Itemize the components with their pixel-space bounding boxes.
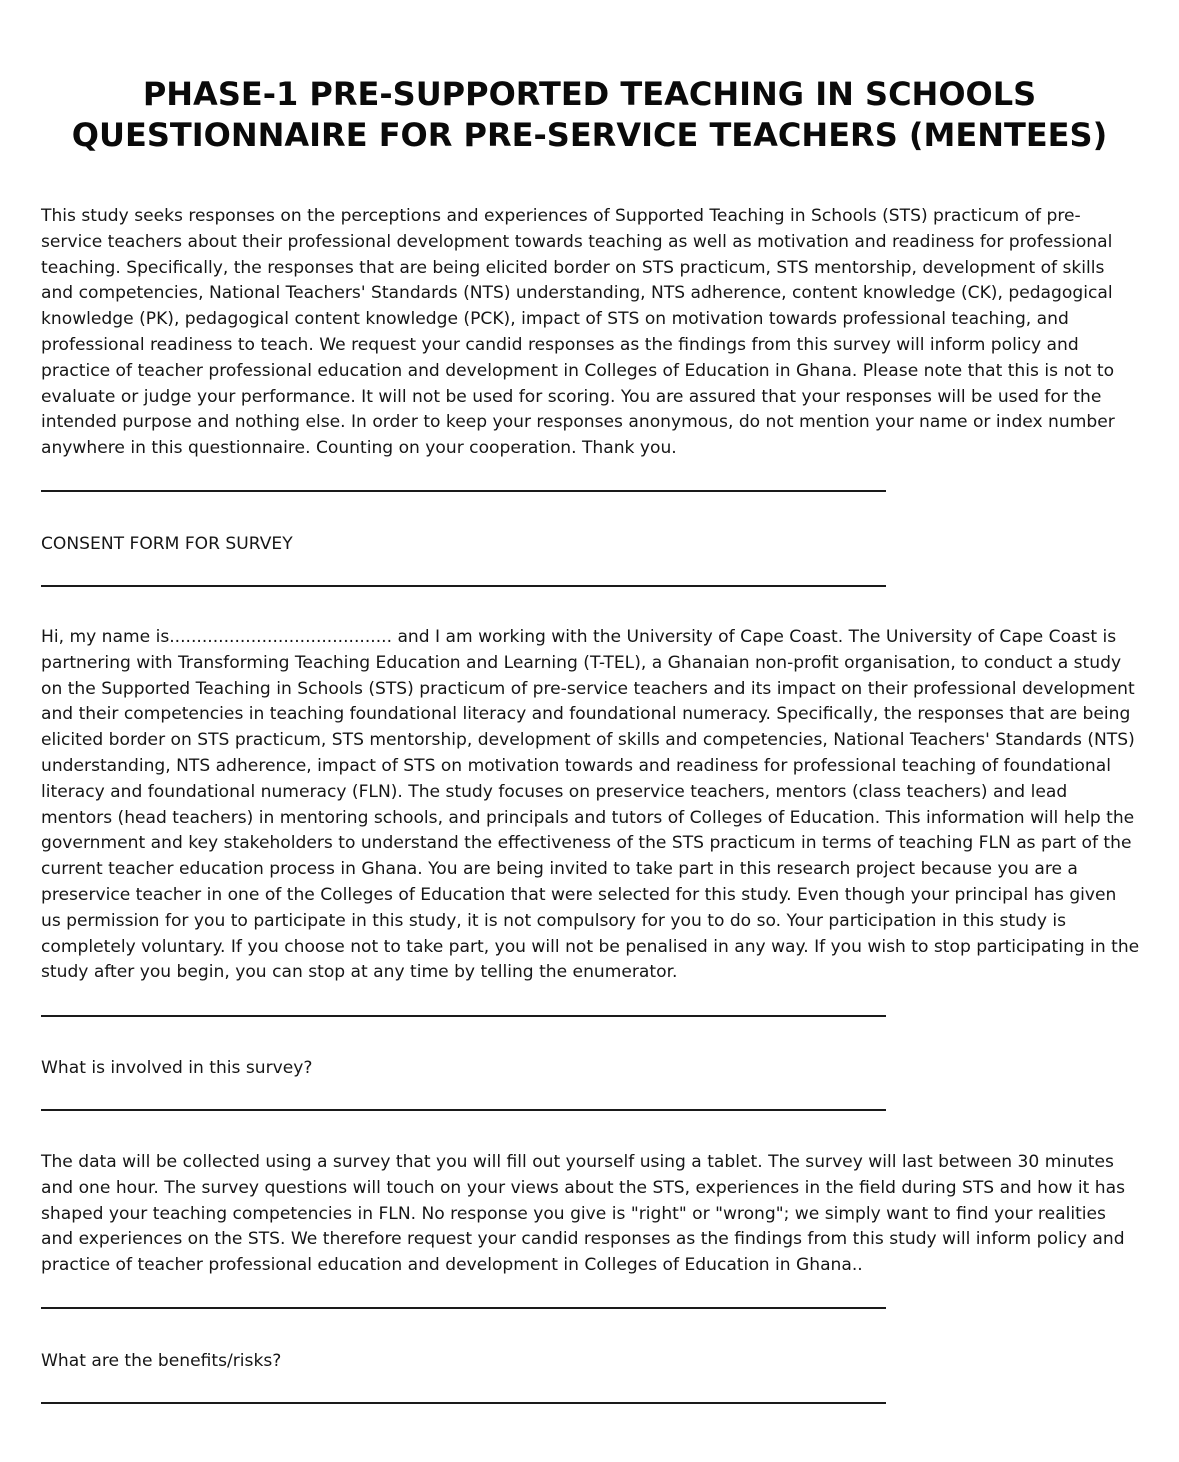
- benefits-heading: What are the benefits/risks?: [41, 1351, 282, 1371]
- page-title-line-2: QUESTIONNAIRE FOR PRE-SERVICE TEACHERS (MENTEES): [71, 116, 1108, 154]
- section-divider: [41, 490, 886, 492]
- page-title-line-1: PHASE-1 PRE-SUPPORTED TEACHING IN SCHOOLS: [142, 75, 1037, 113]
- section-divider: [41, 1307, 886, 1309]
- section-divider: [41, 585, 886, 587]
- intro-paragraph: This study seeks responses on the perceptions and experiences of Supported Teaching in Schools (STS) practicum of pre-service teachers about their professional development towards teaching as well as motivation and readiness for professional teaching. Specifically, the responses that are being elicited border on STS practicum, STS mentorship, development of skills and competencies, National Teachers' Standards (NTS) understanding, NTS adherence, content knowledge (CK), pedagogical knowledge (PK), pedagogical content knowledge (PCK), impact of STS on motivation towards professional teaching, and professional readiness to teach. We request your candid responses as the findings from this survey will inform policy and practice of teacher professional education and development in Colleges of Education in Ghana. Please note that this is not to evaluate or judge your performance. It will not be used for scoring. You are assured that your responses will be used for the intended purpose and nothing else. In order to keep your responses anonymous, do not mention your name or index number anywhere in this questionnaire. Counting on your cooperation. Thank you.: [41, 206, 1115, 459]
- section-divider: [41, 1402, 886, 1404]
- involved-heading: What is involved in this survey?: [41, 1058, 313, 1078]
- section-divider: [41, 1015, 886, 1017]
- consent-heading: CONSENT FORM FOR SURVEY: [41, 534, 293, 554]
- page-title: [0, 74, 1179, 156]
- involved-paragraph: The data will be collected using a survey that you will fill out yourself using a tablet. The survey will last between 30 minutes and one hour. The survey questions will touch on your views about the STS, experiences in the field during STS and how it has shaped your teaching competencies in FLN. No response you give is "right" or "wrong"; we simply want to find your realities and experiences on the STS. We therefore request your candid responses as the findings from this study will inform policy and practice of teacher professional education and development in Colleges of Education in Ghana..: [41, 1152, 1125, 1276]
- section-divider: [41, 1109, 886, 1111]
- consent-paragraph: Hi, my name is......................................... and I am working with the University of Cape Coast. The University of Cape Coast is partnering with Transforming Teaching Education and Learning (T-TEL), a Ghanaian non-profit organisation, to conduct a study on the Supported Teaching in Schools (STS) practicum of pre-service teachers and its impact on their professional development and their competencies in teaching foundational literacy and foundational numeracy. Specifically, the responses that are being elicited border on STS practicum, STS mentorship, development of skills and competencies, National Teachers' Standards (NTS) understanding, NTS adherence, impact of STS on motivation towards and readiness for professional teaching of foundational literacy and foundational numeracy (FLN). The study focuses on preservice teachers, mentors (class teachers) and lead mentors (head teachers) in mentoring schools, and principals and tutors of Colleges of Education. This information will help the government and key stakeholders to understand the effectiveness of the STS practicum in terms of teaching FLN as part of the current teacher education process in Ghana. You are being invited to take part in this research project because you are a preservice teacher in one of the Colleges of Education that were selected for this study. Even though your principal has given us permission for you to participate in this study, it is not compulsory for you to do so. Your participation in this study is completely voluntary. If you choose not to take part, you will not be penalised in any way. If you wish to stop participating in the study after you begin, you can stop at any time by telling the enumerator.: [41, 627, 1140, 983]
